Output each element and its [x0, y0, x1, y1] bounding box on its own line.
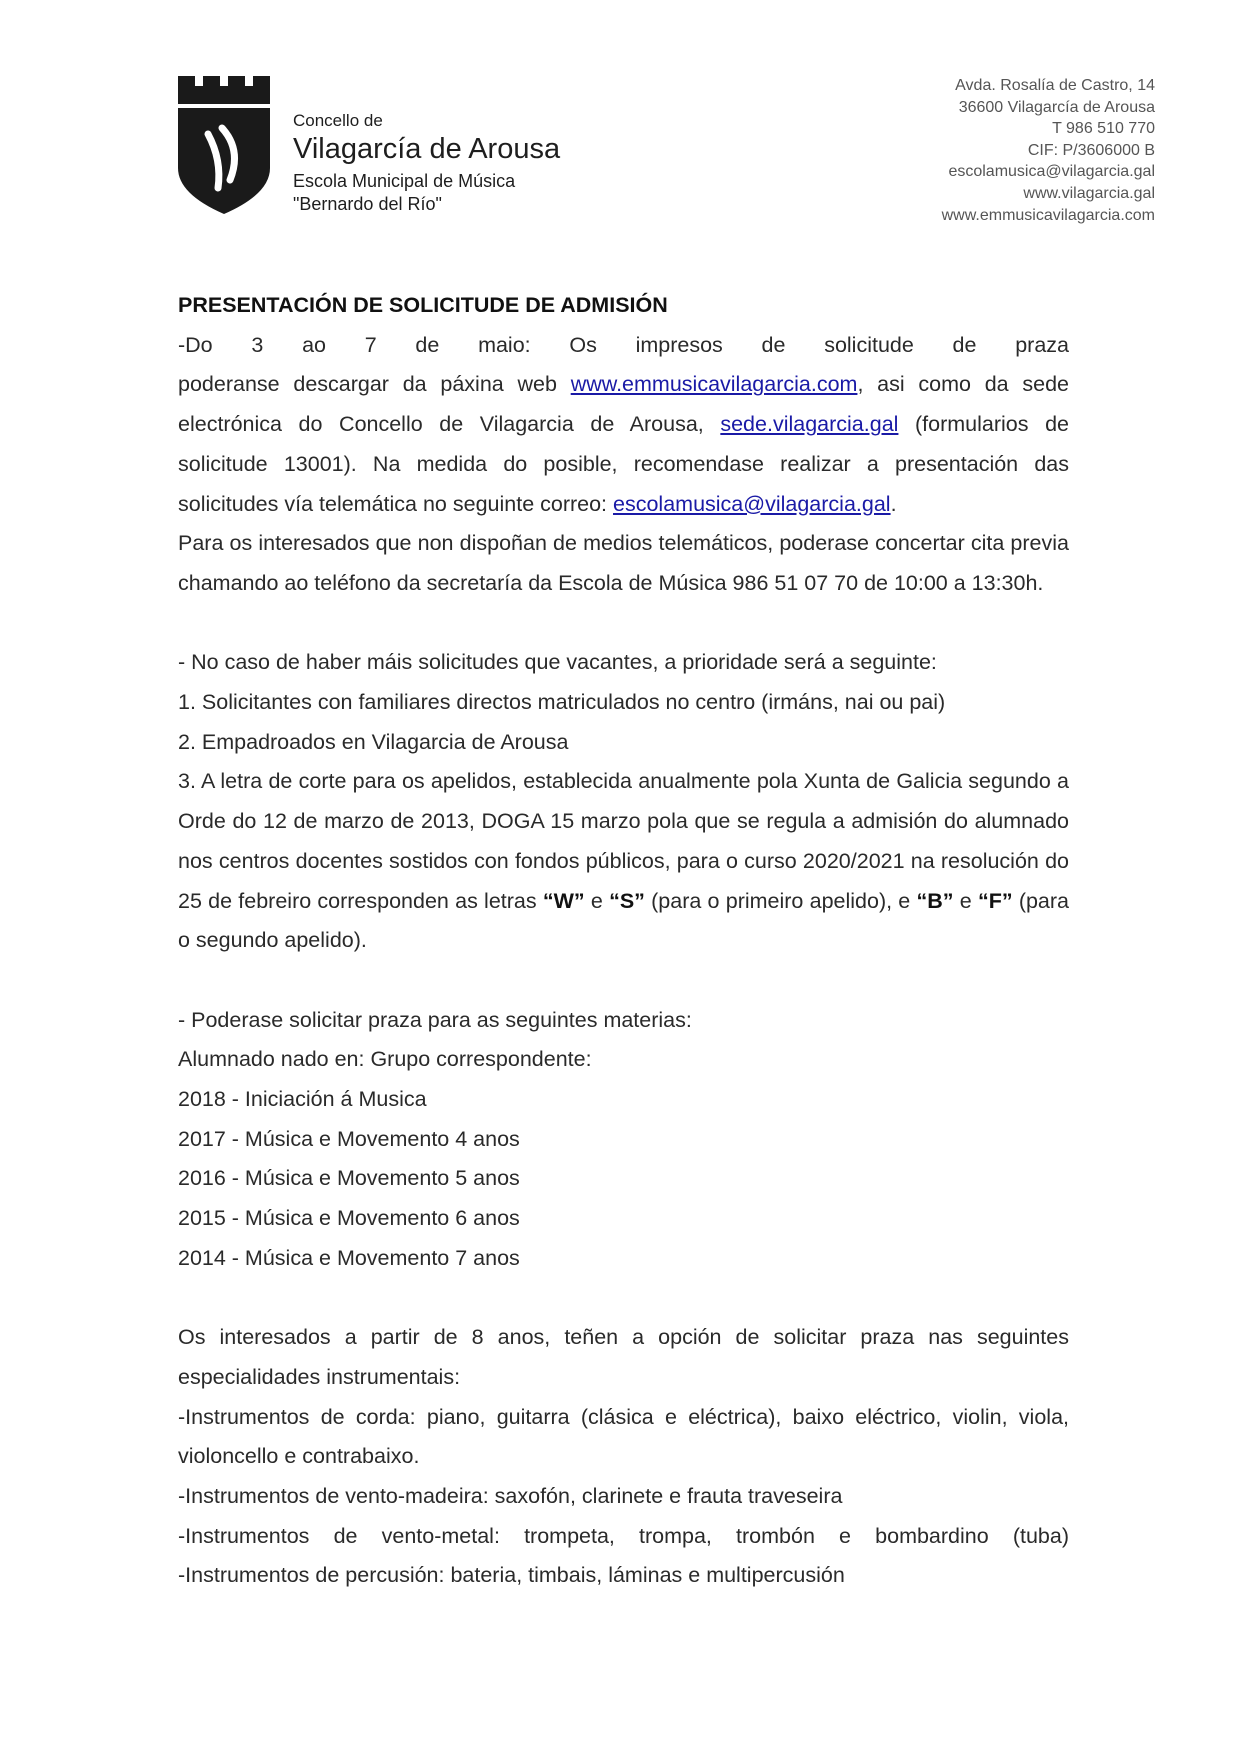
shield-crest-icon	[178, 76, 270, 216]
dates-line: -Do 3 ao 7 de maio: Os impresos de solicitude de praza	[178, 332, 1069, 357]
letter-f: “F”	[977, 888, 1013, 913]
cutoff-text: 3. A letra de corte para os apelidos, establecida anualmente pola Xunta de Galicia segundo a Orde do 12 de marzo de 2013, DOGA 15 marzo pola que se regula a admisión do alumnado nos centros docentes sostidos con fondos públicos, para o curso 2020/2021 na resolución do 25 de febreiro corresponden as letras	[178, 769, 1069, 913]
first-surname-text: (para o primeiro apelido), e	[644, 888, 917, 913]
second-surname-text: (para o segundo apelido).	[178, 888, 1070, 953]
instruments-percussion: -Instrumentos de percusión: bateria, timbais, láminas e multipercusión	[178, 1563, 845, 1588]
letter-b: “B”	[916, 888, 954, 913]
organization-name	[293, 111, 560, 216]
contact-website: www.vilagarcia.gal	[1023, 184, 1155, 202]
subject-item: 2017 - Música e Movemento 4 anos	[178, 1126, 520, 1151]
contact-address: Avda. Rosalía de Castro, 14	[955, 77, 1155, 94]
contact-postcode: 36600 Vilagarcía de Arousa	[958, 98, 1155, 116]
appointment-paragraph: Para os interesados que non dispoñan de medios telemáticos, poderase concertar cita previa chamando ao teléfono da secretaría da Escola de Música 986 51 07 70 de 10:00 a 13:30h.	[178, 531, 1069, 595]
org-line-school: Escola Municipal de Música	[293, 171, 516, 191]
instruments-strings: -Instrumentos de corda: piano, guitarra (clásica e eléctrica), baixo eléctrico, violin, viola, violoncello e contrabaixo.	[178, 1404, 1069, 1469]
priority-intro: - No caso de haber máis solicitudes que vacantes, a prioridade será a seguinte:	[178, 650, 937, 675]
contact-email: escolamusica@vilagarcia.gal	[948, 163, 1155, 181]
contact-school-website: www.emmusicavilagarcia.com	[941, 206, 1155, 224]
contact-cif: CIF: P/3606000 B	[1027, 141, 1155, 159]
org-line-municipality: Vilagarcía de Arousa	[293, 133, 561, 165]
subject-item: 2015 - Música e Movemento 6 anos	[178, 1206, 520, 1231]
subject-item: 2014 - Música e Movemento 7 anos	[178, 1245, 520, 1270]
school-website-link[interactable]: www.emmusicavilagarcia.com	[570, 372, 858, 397]
priority-item-3	[178, 762, 1069, 961]
contact-block	[942, 75, 1155, 226]
conjunction: e	[584, 888, 610, 913]
org-line-school-name: "Bernardo del Río"	[293, 194, 442, 214]
letter-s: “S”	[609, 888, 645, 913]
org-line-concello: Concello de	[293, 111, 383, 130]
instruments-brass: -Instrumentos de vento-metal: trompeta, trompa, trombón e bombardino (tuba)	[178, 1523, 1069, 1548]
email-link[interactable]: escolamusica@vilagarcia.gal	[613, 491, 891, 516]
subjects-intro: - Poderase solicitar praza para as seguintes materias:	[178, 1007, 692, 1032]
document-body	[178, 286, 1069, 1596]
download-text: poderanse descargar da páxina web	[178, 372, 571, 397]
section-heading: PRESENTACIÓN DE SOLICITUDE DE ADMISIÓN	[178, 293, 668, 317]
download-paragraph	[178, 365, 1069, 524]
period: .	[890, 491, 897, 516]
contact-phone: T 986 510 770	[1052, 120, 1155, 138]
subjects-header: Alumnado nado en: Grupo correspondente:	[178, 1047, 592, 1072]
conjunction: e	[953, 888, 978, 913]
instruments-woodwind: -Instrumentos de vento-madeira: saxofón, clarinete e frauta traveseira	[178, 1484, 843, 1509]
instruments-intro: Os interesados a partir de 8 anos, teñen a opción de solicitar praza nas seguintes especialidades instrumentais:	[178, 1325, 1069, 1389]
priority-item-2: 2. Empadroados en Vilagarcia de Arousa	[178, 729, 569, 754]
telematic-text: (formularios de solicitude 13001). Na medida do posible, recomendase realizar a presentación das solicitudes vía telemática no seguinte correo:	[178, 412, 1069, 516]
priority-item-1: 1. Solicitantes con familiares directos matriculados no centro (irmáns, nai ou pai)	[178, 690, 946, 715]
subject-item: 2016 - Música e Movemento 5 anos	[178, 1166, 520, 1191]
sede-link[interactable]: sede.vilagarcia.gal	[720, 412, 899, 437]
sede-text: , asi como da sede electrónica do Concello de Vilagarcia de Arousa,	[178, 372, 1070, 437]
subject-item: 2018 - Iniciación á Musica	[178, 1087, 427, 1112]
letter-w: “W”	[542, 888, 585, 913]
